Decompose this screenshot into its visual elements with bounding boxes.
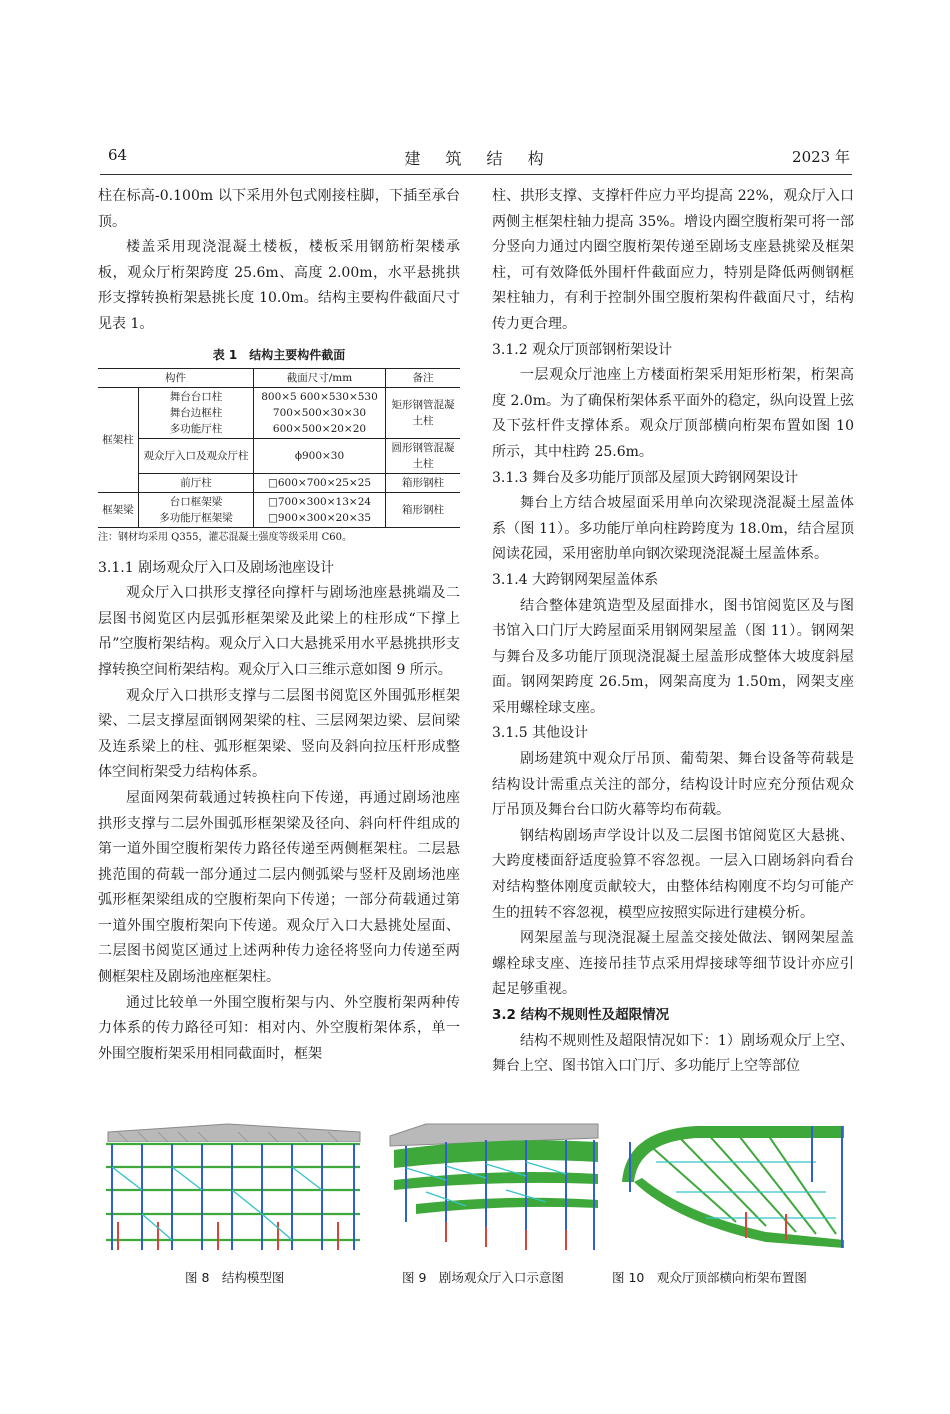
paragraph: 观众厅入口拱形支撑径向撑杆与剧场池座悬挑端及二层图书阅览区内层弧形框架梁及此梁上的柱形成“下撑上吊”空腹桁架结构。观众厅入口大悬挑采用水平悬挑拱形支撑转换空间桁架结构。观众厅入口三维示意如图 9 所示。 — [98, 585, 460, 678]
section-heading: 3.1.2 观众厅顶部钢桁架设计 — [492, 341, 673, 358]
figure-10 — [616, 1122, 850, 1257]
table-cell-text: □700×300×13×24 — [267, 495, 372, 508]
table-cell-text: 700×500×30×30 — [272, 406, 367, 419]
figure-10-caption: 图 10 观众厅顶部横向桁架布置图 — [612, 1270, 807, 1285]
section-table — [98, 368, 460, 528]
table-cell-text: 台口框架梁 — [169, 495, 223, 508]
table-cell: 箱形钢柱 — [386, 492, 461, 527]
paragraph: 一层观众厅池座上方楼面桁架采用矩形桁架，桁架高度 2.0m。为了确保桁架体系平面外的稳定，纵向设置上弦及下弦杆件支撑体系。观众厅顶部横向桁架布置如图 10 所示，其中柱跨 25.6m。 — [492, 367, 854, 460]
paragraph: 钢结构剧场声学设计以及二层图书馆阅览区大悬挑、大跨度楼面舒适度验算不容忽视。一层入口剧场斜向看台对结构整体刚度贡献较大，由整体结构刚度不均匀可能产生的扭转不容忽视，模型应按照实际进行建模分析。 — [492, 827, 854, 921]
table-cell — [139, 492, 254, 527]
section-heading: 3.1.5 其他设计 — [492, 725, 589, 742]
table-row — [98, 492, 460, 527]
table-cell — [254, 492, 386, 527]
table-cell-text: 舞台边框柱 — [169, 406, 223, 419]
table-cell: □600×700×25×25 — [254, 473, 386, 492]
running-header — [108, 146, 850, 172]
figure-8-caption: 图 8 结构模型图 — [185, 1270, 285, 1285]
paragraph: 楼盖采用现浇混凝土楼板，楼板采用钢筋桁架楼承板，观众厅桁架跨度 25.6m、高度 2.00m，水平悬挑拱形支撑转换桁架悬挑长度 10.0m。结构主要构件截面尺寸见表 1。 — [98, 239, 460, 332]
paragraph: 结合整体建筑造型及屋面排水，图书馆阅览区及与图书馆入口门厅大跨屋面采用钢网架屋盖（图 11）。钢网架与舞台及多功能厅顶现浇混凝土屋盖形成整体大坡度斜屋面。钢网架跨度 26.5m，网架高度为 1.50m，网架支座采用螺栓球支座。 — [492, 597, 854, 716]
table-cell-text: □900×300×20×35 — [267, 511, 372, 524]
table-cell-text: 600×500×20×20 — [272, 422, 367, 435]
table-header-cell: 截面尺寸/mm — [254, 368, 386, 387]
table-cell-text: 800×5 600×530×530 — [261, 390, 378, 403]
paragraph: 网架屋盖与现浇混凝土屋盖交接处做法、钢网架屋盖螺栓球支座、连接吊挂节点采用焊接球等细节设计亦应引起足够重视。 — [492, 930, 854, 998]
table-cell: 观众厅入口及观众厅柱 — [139, 438, 254, 473]
table-cell: 圆形钢管混凝土柱 — [386, 438, 461, 473]
table-header-row — [98, 368, 460, 387]
table-group-label: 框架梁 — [98, 492, 139, 527]
table-cell: 前厅柱 — [139, 473, 254, 492]
right-column — [492, 184, 854, 1080]
table-row — [98, 387, 460, 438]
table-header-cell: 构件 — [98, 368, 254, 387]
structure-model-image — [98, 1122, 368, 1257]
table-group-label: 框架柱 — [98, 387, 139, 492]
table-cell-text: 舞台台口柱 — [169, 390, 223, 403]
paragraph: 舞台上方结合坡屋面采用单向次梁现浇混凝土屋盖体系（图 11）。多功能厅单向柱跨跨度为 18.0m，结合屋顶阅读花园，采用密肋单向钢次梁现浇混凝土屋盖体系。 — [492, 495, 854, 563]
paragraph: 通过比较单一外围空腹桁架与内、外空腹桁架两种传力体系的传力路径可知：相对内、外空腹桁架体系，单一外围空腹桁架采用相同截面时，框架 — [98, 994, 460, 1062]
paragraph: 剧场建筑中观众厅吊顶、葡萄架、舞台设备等荷载是结构设计需重点关注的部分，结构设计时应充分预估观众厅吊顶及舞台台口防火幕等均布荷载。 — [492, 751, 854, 819]
page-number: 64 — [108, 146, 128, 164]
table-cell-text: 多功能厅框架梁 — [159, 511, 233, 524]
table-cell: ϕ900×30 — [254, 438, 386, 473]
paragraph: 结构不规则性及超限情况如下：1）剧场观众厅上空、舞台上空、图书馆入口门厅、多功能厅上空等部位 — [492, 1032, 854, 1075]
entrance-model-image — [386, 1122, 604, 1257]
roof-truss-image — [616, 1122, 850, 1257]
left-column — [98, 184, 460, 1067]
paragraph: 观众厅入口拱形支撑与二层图书阅览区外围弧形框架梁、二层支撑屋面钢网架梁的柱、三层网架边梁、层间梁及连系梁上的柱、弧形框架梁、竖向及斜向拉压杆形成整体空间桁架受力结构体系。 — [98, 687, 460, 781]
table-cell — [254, 387, 386, 438]
table-row — [98, 438, 460, 473]
figure-9-caption: 图 9 剧场观众厅入口示意图 — [402, 1270, 564, 1285]
paragraph: 柱、拱形支撑、支撑杆件应力平均提高 22%，观众厅入口两侧主框架柱轴力提高 35%。增设内圈空腹桁架可将一部分竖向力通过内圈空腹桁架传递至剧场支座悬挑梁及框架柱，可有效降低外围杆件截面应力，特别是降低两侧钢框架柱轴力，有利于控制外围空腹桁架构件截面尺寸，结构传力更合理。 — [492, 188, 854, 332]
journal-title: 建 筑 结 构 — [404, 149, 554, 168]
paragraph: 柱在标高-0.100m 以下采用外包式刚接柱脚，下插至承台顶。 — [98, 188, 460, 230]
table-cell — [139, 387, 254, 438]
section-heading: 3.2 结构不规则性及超限情况 — [492, 1007, 670, 1023]
table-header-cell: 备注 — [386, 368, 461, 387]
publication-year: 2023 年 — [792, 148, 850, 166]
table-row — [98, 473, 460, 492]
section-heading: 3.1.4 大跨钢网架屋盖体系 — [492, 571, 659, 588]
figure-9 — [386, 1122, 604, 1257]
table-cell: 箱形钢柱 — [386, 473, 461, 492]
table-title: 表 1 结构主要构件截面 — [212, 347, 346, 362]
header-rule — [100, 174, 852, 175]
section-heading: 3.1.1 剧场观众厅入口及剧场池座设计 — [98, 559, 335, 576]
figure-8 — [98, 1122, 368, 1257]
table-cell: 矩形钢管混凝土柱 — [386, 387, 461, 438]
table-note: 注：钢材均采用 Q355，灌芯混凝土强度等级采用 C60。 — [98, 531, 353, 543]
paragraph: 屋面网架荷载通过转换柱向下传递，再通过剧场池座拱形支撑与二层外围弧形框架梁及径向、斜向杆件组成的第一道外围空腹桁架传力路径传递至两侧框架柱。二层悬挑范围的荷载一部分通过二层内侧弧梁与竖杆及剧场池座弧形框架梁组成的空腹桁架向下传递；一部分荷载通过第一道外围空腹桁架向下传递。观众厅入口大悬挑处屋面、二层图书阅览区通过上述两种传力途径将竖向力传递至两侧框架柱及剧场池座框架柱。 — [98, 789, 460, 986]
section-heading: 3.1.3 舞台及多功能厅顶部及屋顶大跨钢网架设计 — [492, 469, 799, 486]
table-cell-text: 多功能厅柱 — [169, 422, 223, 435]
